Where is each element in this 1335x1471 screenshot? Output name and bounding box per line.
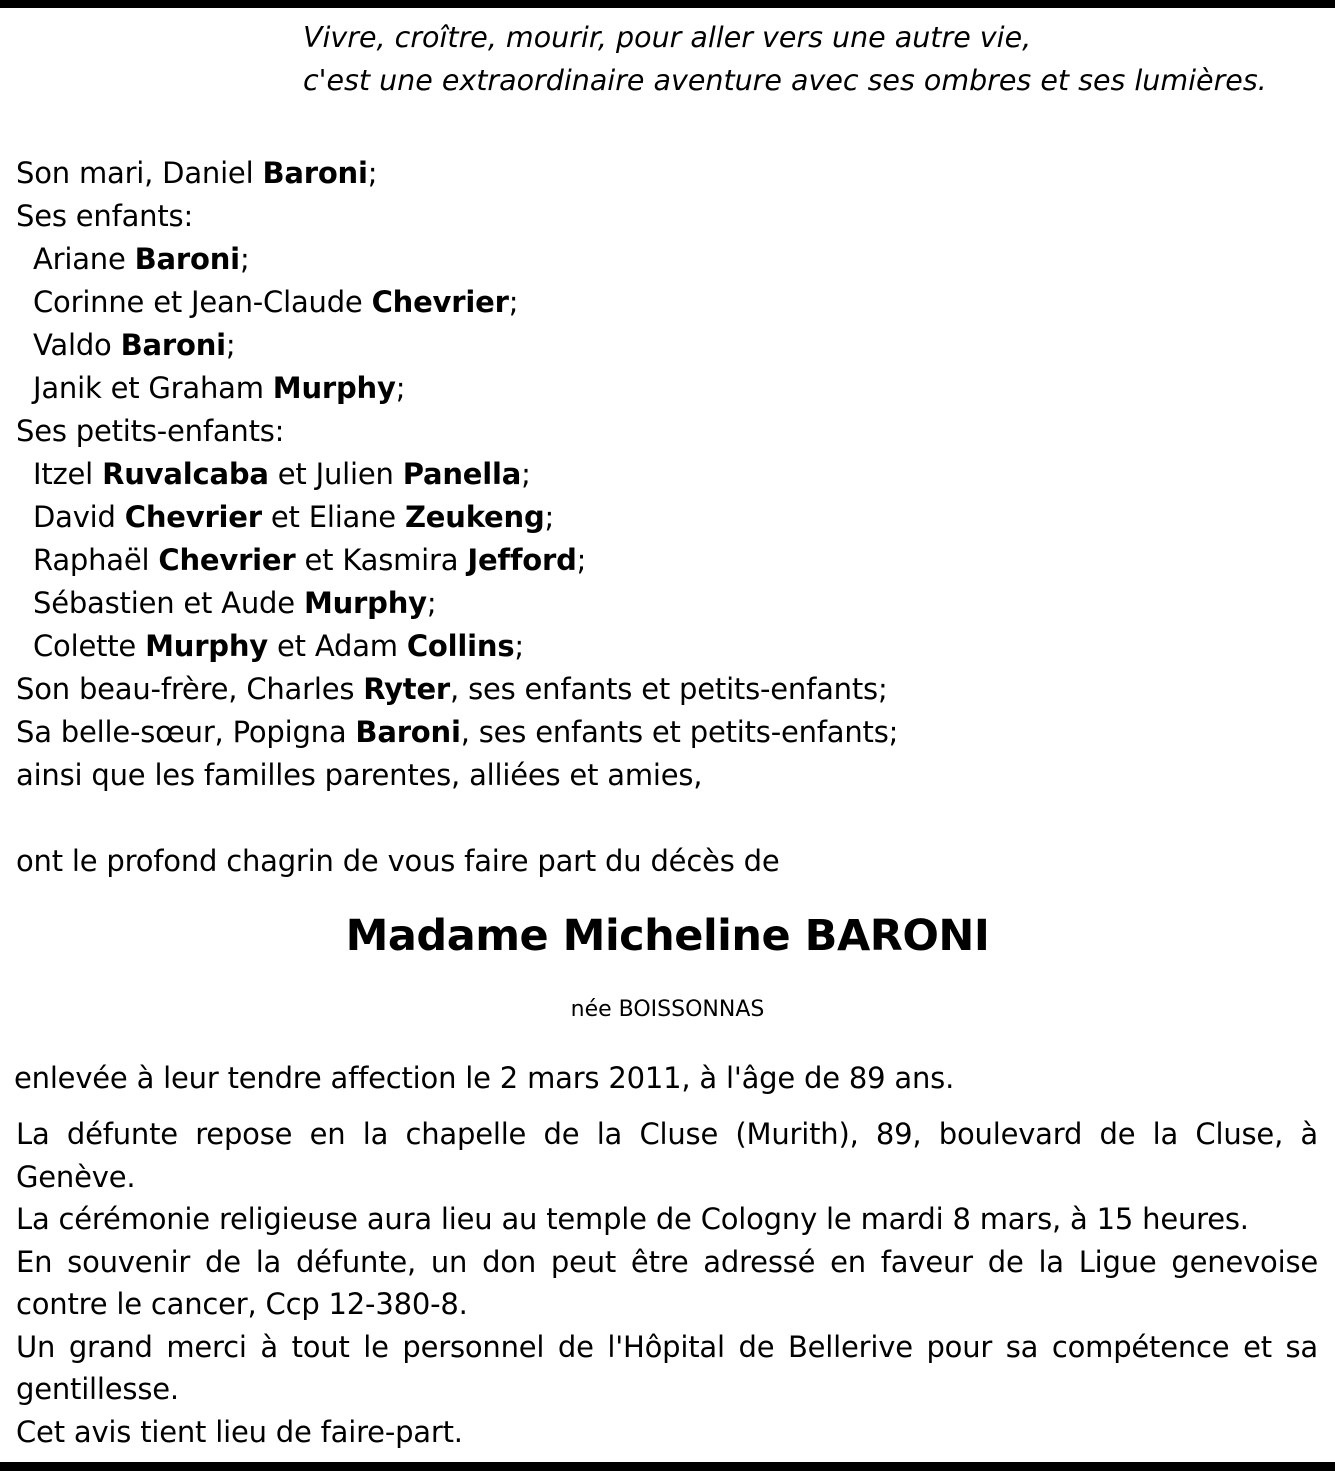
grandchild-given: Raphaël bbox=[33, 543, 159, 577]
relation-surname: Ryter bbox=[363, 672, 451, 706]
punctuation: ; bbox=[225, 328, 236, 362]
grandchild-line bbox=[16, 582, 1316, 625]
child-given: Janik et Graham bbox=[33, 371, 273, 405]
child-given: Corinne et Jean-Claude bbox=[33, 285, 372, 319]
grandchild-line bbox=[16, 453, 1316, 496]
sister-in-law-line bbox=[16, 711, 1316, 754]
deceased-name: Madame Micheline BARONI bbox=[345, 911, 990, 961]
top-border-rule bbox=[0, 0, 1335, 8]
punctuation: ; bbox=[576, 543, 587, 577]
grandchild-surname: Chevrier bbox=[158, 543, 296, 577]
brother-in-law-line bbox=[16, 668, 1316, 711]
child-given: Valdo bbox=[33, 328, 121, 362]
child-line bbox=[16, 324, 1316, 367]
epigraph bbox=[303, 16, 1323, 102]
closing-line: ainsi que les familles parentes, alliées et amies, bbox=[16, 758, 703, 792]
family-list bbox=[16, 152, 1316, 797]
husband-given: Son mari, Daniel bbox=[16, 156, 263, 190]
punctuation: ; bbox=[508, 285, 519, 319]
grandchild-given: Sébastien et Aude bbox=[33, 586, 304, 620]
child-surname: Murphy bbox=[272, 371, 396, 405]
child-line bbox=[16, 238, 1316, 281]
partner-surname: Jefford bbox=[467, 543, 577, 577]
partner-surname: Panella bbox=[402, 457, 522, 491]
details-block bbox=[16, 1113, 1318, 1453]
details-paragraph: La défunte repose en la chapelle de la Cluse (Murith), 89, boulevard de la Cluse, à Genève. bbox=[16, 1117, 1318, 1194]
partner-given: et Julien bbox=[268, 457, 403, 491]
punctuation: ; bbox=[239, 242, 250, 276]
child-line bbox=[16, 367, 1316, 410]
child-given: Ariane bbox=[33, 242, 135, 276]
grandchild-surname: Murphy bbox=[303, 586, 427, 620]
husband-line bbox=[16, 152, 1316, 195]
husband-surname: Baroni bbox=[262, 156, 368, 190]
relation-text: , ses enfants et petits-enfants; bbox=[460, 715, 899, 749]
child-line bbox=[16, 281, 1316, 324]
partner-given: et Eliane bbox=[261, 500, 405, 534]
epigraph-line: c'est une extraordinaire aventure avec ses ombres et ses lumières. bbox=[303, 64, 1267, 97]
details-paragraph: La cérémonie religieuse aura lieu au temple de Cologny le mardi 8 mars, à 15 heures. bbox=[16, 1202, 1249, 1236]
punctuation: ; bbox=[367, 156, 378, 190]
partner-surname: Collins bbox=[406, 629, 515, 663]
announcement-lead: ont le profond chagrin de vous faire part du décès de bbox=[16, 844, 780, 878]
bottom-border-rule bbox=[0, 1462, 1335, 1471]
grandchild-surname: Ruvalcaba bbox=[102, 457, 269, 491]
relation-text: , ses enfants et petits-enfants; bbox=[450, 672, 888, 706]
children-heading: Ses enfants: bbox=[16, 199, 194, 233]
child-surname: Baroni bbox=[120, 328, 226, 362]
grandchild-given: Colette bbox=[33, 629, 146, 663]
partner-surname: Zeukeng bbox=[404, 500, 545, 534]
punctuation: ; bbox=[395, 371, 406, 405]
grandchild-given: David bbox=[33, 500, 125, 534]
grandchild-line bbox=[16, 496, 1316, 539]
details-paragraph: Un grand merci à tout le personnel de l'Hôpital de Bellerive pour sa compétence et sa gentillesse. bbox=[16, 1329, 1318, 1406]
details-paragraph: Cet avis tient lieu de faire-part. bbox=[16, 1414, 463, 1449]
partner-given: et Adam bbox=[268, 629, 407, 663]
grandchild-given: Itzel bbox=[33, 457, 103, 491]
punctuation: ; bbox=[521, 457, 531, 491]
grandchild-line bbox=[16, 539, 1316, 582]
maiden-name: née BOISSONNAS bbox=[570, 997, 765, 1022]
grandchildren-heading: Ses petits-enfants: bbox=[16, 414, 285, 448]
relation-surname: Baroni bbox=[355, 715, 461, 749]
partner-given: et Kasmira bbox=[295, 543, 468, 577]
epigraph-line: Vivre, croître, mourir, pour aller vers une autre vie, bbox=[303, 21, 1032, 54]
punctuation: ; bbox=[514, 629, 524, 663]
relation-text: Sa belle-sœur, Popigna bbox=[16, 715, 356, 749]
grandchild-line bbox=[16, 625, 1316, 668]
details-paragraph: En souvenir de la défunte, un don peut être adressé en faveur de la Ligue genevoise contre le cancer, Ccp 12-380-8. bbox=[16, 1244, 1318, 1321]
punctuation: ; bbox=[544, 500, 555, 534]
grandchild-surname: Murphy bbox=[145, 629, 269, 663]
child-surname: Chevrier bbox=[371, 285, 509, 319]
punctuation: ; bbox=[426, 586, 437, 620]
grandchild-surname: Chevrier bbox=[124, 500, 262, 534]
child-surname: Baroni bbox=[134, 242, 240, 276]
relation-text: Son beau-frère, Charles bbox=[16, 672, 364, 706]
death-date-line: enlevée à leur tendre affection le 2 mars 2011, à l'âge de 89 ans. bbox=[14, 1061, 955, 1095]
